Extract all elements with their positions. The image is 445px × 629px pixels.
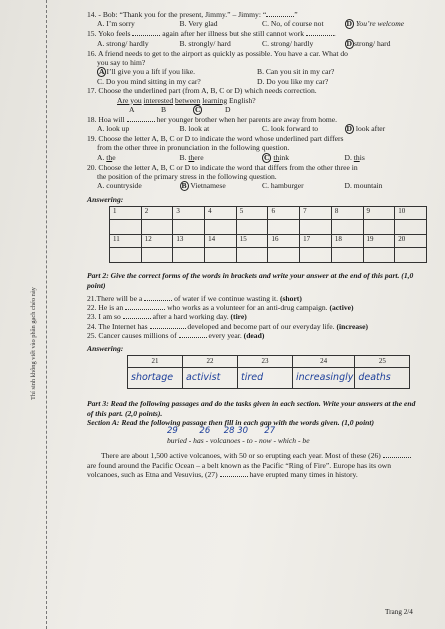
answering-label: Answering: (87, 195, 124, 204)
part2-questions: 21.There will be a of water if we continue wasting it. (short) 22. He is an who works as a volunteer for an anti-drug campaign. (active) 23. I am so after a hard working day. (tire) 24. The Internet has developed and become part of our everyday life. (increase) 25. Cancer causes millions of every year. (dead) (87, 293, 368, 340)
q14-b: B. Very glad (179, 19, 218, 29)
part2-title: Part 2: Give the correct forms of the words in brackets and write your answer at the end of this part. (1,0 point) (87, 271, 414, 290)
grid-number-cell: 11 (110, 235, 142, 248)
question-18: 18. Hoa will her younger brother when her parents are away from home. (87, 114, 338, 124)
q16-options-row1: A I’ll give you a lift if you like. B. Can you sit in my car? (99, 67, 335, 76)
grid-number-cell: 1 (110, 207, 142, 220)
question-15: 15. Yoko feels again after her illness but she still cannot work . (87, 29, 336, 39)
exam-content: 14. - Bob: “Thank you for the present, Jimmy.” – Jimmy: “ ” A. I’m sorry B. Very glad C. No, of course not D You’re welcome 15. Yoko feels again after her illness but she still cannot work . A. strong/ hardly B. strongly/ hard C. strong/ hardly D strong/ hard 16. A friend needs to get to the airport as quickly as possible. You have a car. What do you say to him? A I’ll give you a lift if you like. B. Can you sit in my car? C. Do you mind sitting in my car? D. Do you like my car? 17. Choose the underlined part (from A, B, C or D) which needs correction. Are you interested between learning English? A B C D 18. Hoa will her younger brother when her parents are away from home. A. look up B. look at C. look forward to D look after 19. Choose the letter A, B, C or D to indicate the word whose underlined part differs from the other three in pronunciation in the following question. A. the B. there C think D. this 20. Choose the letter A, B, C or D to indicate the word that differs from the other three in the position of the primary stress in the following question. A. countryside B Vietnamese C. hamburger D. mountain Answering: 1 2 3 4 5 6 7 8 9 10 11 12 13 14 15 16 17 18 19 20 Part 2: Give the correct forms of the words in brackets and write your answer at the end of this part. (1,0 point) 21.There will be a of water if we continue wasting it. (short) 22. He is an who works as a volunteer for an anti-drug campaign. (active) 23. I am so after a hard working day. (tire) 24. The Internet has developed and become part of our everyday life. (increase) 25. Cancer causes millions of every year. (dead) Answering: 21 22 23 24 25 shortage activist tired increasingly deaths Part 3: Read the following passages and do the tasks given in each section. Write your answers at the end of this part. (2,0 points). Section A: Read the following passage then fill in each gap with the words given. (1,0 point) 29 26 28 30 27 buried - has - volcanoes - to - now - which - be There are about 1,500 active volcanoes, with 50 or so erupting each year. Most of these (26) are found around the Pacific Ocean – a belt known as the Pacific “Ring of Fire”. Europe has its own volcanoes, such as Etna and Vesuvius, (27) have erupted many times in history. (87, 10, 427, 479)
handwritten-answer-cell: increasingly (293, 368, 355, 389)
grid-number-cell: 20 (395, 235, 427, 248)
grid-number-cell: 6 (268, 207, 300, 220)
grid-number-cell: 4 (205, 207, 237, 220)
answer-grid (109, 206, 427, 263)
grid-number-cell: 5 (236, 207, 268, 220)
handwritten-answer-cell: deaths (355, 368, 410, 389)
grid-number-cell: 7 (300, 207, 332, 220)
q16-options-row2: C. Do you mind sitting in my car? D. Do you like my car? (97, 77, 329, 86)
grid-number-cell: 12 (141, 235, 173, 248)
section-a-title: Section A: Read the following passage then fill in each gap with the words given. (1,0 point) (87, 417, 375, 427)
grid-number-cell: 18 (331, 235, 363, 248)
cut-line (46, 0, 48, 629)
grid-number-cell: 9 (363, 207, 395, 220)
word-bank: buried - has - volcanoes - to - now - which - be (167, 436, 310, 445)
question-17: 17. Choose the underlined part (from A, B, C or D) which needs correction. (87, 86, 317, 96)
q14-a: A. I’m sorry (97, 19, 135, 29)
part2-answering: Answering: (87, 344, 124, 353)
part3-title: Part 3: Read the following passages and do the tasks given in each section. Write your answers at the end of this part. (2,0 points). (87, 399, 416, 418)
question-20: 20. Choose the letter A, B, C or D to indicate the word that differs from the other three in (87, 162, 358, 172)
answer-number-cell: 24 (293, 356, 355, 368)
answer-number-cell: 25 (355, 356, 410, 368)
q14-c: C. No, of course not (262, 19, 324, 29)
grid-number-cell: 8 (331, 207, 363, 220)
handwritten-answer-cell: tired (238, 368, 293, 389)
page-number: Trang 2/4 (385, 608, 413, 616)
q17-sentence: Are you interested between learning English? (117, 95, 256, 105)
question-19: 19. Choose the letter A, B, C or D to indicate the word whose underlined part differs (87, 134, 344, 143)
part2-answer-table (127, 355, 410, 389)
handwritten-numbers: 29 26 28 30 27 (167, 426, 276, 436)
grid-number-cell: 17 (300, 235, 332, 248)
q14-d: D You’re welcome (346, 19, 405, 29)
question-14: 14. - Bob: “Thank you for the present, Jimmy.” – Jimmy: “ ” (87, 10, 298, 19)
grid-number-cell: 2 (141, 207, 173, 220)
grid-number-cell: 19 (363, 235, 395, 248)
answer-number-cell: 23 (238, 356, 293, 368)
handwritten-answer-cell: shortage (128, 368, 183, 389)
q19-options: A. the B. there C think D. this (97, 152, 365, 162)
handwritten-answer-cell: activist (183, 368, 238, 389)
answer-number-cell: 21 (128, 356, 183, 368)
q18-options: A. look up B. look at C. look forward to D look after (97, 124, 386, 133)
grid-number-cell: 15 (236, 235, 268, 248)
q20-options: A. countryside B Vietnamese C. hamburger D. mountain (97, 181, 383, 190)
q14-options (87, 19, 427, 29)
question-16: 16. A friend needs to get to the airport as quickly as possible. You have a car. What do (87, 48, 348, 58)
grid-number-cell: 3 (173, 207, 205, 220)
side-note: Thí sinh không viết vào phần gạch chéo này (30, 287, 37, 400)
grid-number-cell: 14 (205, 235, 237, 248)
grid-number-cell: 13 (173, 235, 205, 248)
passage: There are about 1,500 active volcanoes, with 50 or so erupting each year. Most of these (26) are found around the Pacific Ocean – a belt known as the Pacific “Ring of Fire”. Europe has its own volcanoes, such as Etna and Vesuvius, (27) have erupted many times in history. (87, 451, 417, 479)
q17-letters: A B C D (129, 104, 231, 114)
q15-options: A. strong/ hardly B. strongly/ hard C. strong/ hardly D strong/ hard (97, 38, 391, 48)
grid-number-cell: 16 (268, 235, 300, 248)
answer-number-cell: 22 (183, 356, 238, 368)
grid-number-cell: 10 (395, 207, 427, 220)
